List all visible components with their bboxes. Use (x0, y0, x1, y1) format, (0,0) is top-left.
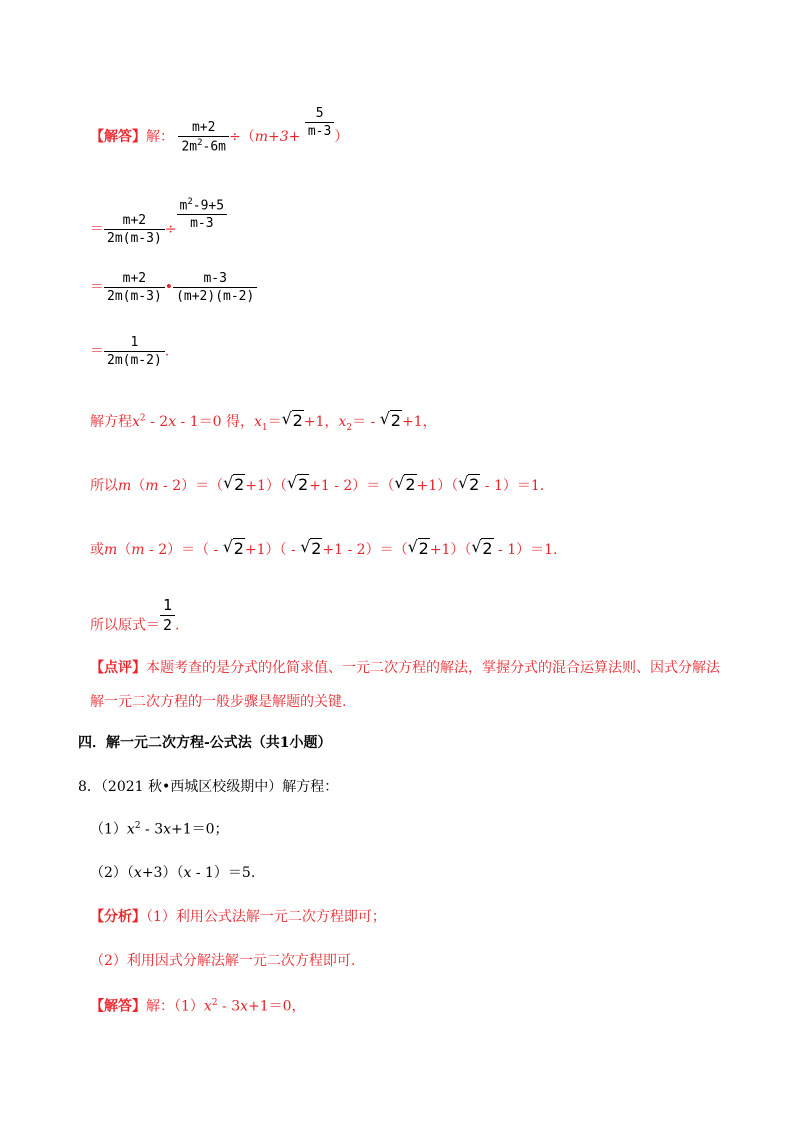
text: （ (117, 542, 132, 558)
radical-icon: √ (300, 537, 311, 556)
period: . (175, 617, 180, 634)
text: - 1）＝1. (493, 542, 558, 558)
text: 解方程 (90, 414, 132, 430)
solve-prefix: 解： (146, 129, 174, 145)
text: - 3 (217, 998, 241, 1015)
text: +1）（ (429, 542, 472, 558)
numerator: m-3 (173, 272, 257, 288)
numerator: 5 (305, 107, 334, 123)
radicand: 2 (469, 475, 480, 494)
term: m+3+ (254, 129, 301, 145)
text: +3）（ (141, 865, 184, 881)
sqrt (281, 409, 304, 430)
var-x: x (183, 865, 192, 881)
exponent: 2 (211, 998, 218, 1008)
var-m: m (131, 542, 145, 558)
sqrt (379, 409, 402, 430)
var-m: m (118, 478, 132, 494)
answer-label: 【解答】 (90, 129, 146, 145)
analysis-text: （1）利用公式法解一元二次方程即可； (146, 909, 386, 925)
sqrt (407, 537, 430, 558)
numerator: 1 (160, 598, 175, 616)
text: +1， (303, 414, 339, 430)
analysis-text: （2）利用因式分解法解一元二次方程即可. (90, 953, 356, 969)
denominator: 2m(m-3) (107, 289, 162, 304)
exponent: 2 (139, 413, 146, 424)
radical-icon: √ (223, 473, 234, 492)
subscript: 2 (346, 422, 353, 433)
comment-text: 本题考查的是分式的化简求值、一元二次方程的解法，掌握分式的混合运算法则、因式分解法 (146, 660, 720, 676)
text: - 1）＝5. (191, 865, 256, 881)
sqrt (394, 473, 416, 494)
solution-step-2 (90, 198, 227, 245)
question-part-2 (90, 866, 255, 880)
question-8 (78, 780, 338, 794)
text: 解：（1） (146, 998, 204, 1015)
radicand: 2 (418, 539, 429, 558)
question-number: 8． (78, 779, 101, 795)
sqrt (471, 537, 493, 558)
or-line (90, 537, 558, 558)
var-m: m (145, 478, 159, 494)
text: ＝ (267, 414, 282, 430)
comment-text: 解一元二次方程的一般步骤是解题的关键. (90, 694, 347, 710)
numerator: $m^2-9+5$ (177, 198, 228, 215)
subscript: 1 (261, 422, 268, 433)
paren: （ (240, 129, 255, 145)
text: 所以原式＝ (90, 617, 160, 634)
denominator: 2m(m-3) (107, 230, 162, 246)
denominator: 2 (163, 616, 173, 634)
solution-step-3 (90, 272, 257, 303)
sqrt (223, 473, 245, 494)
text: +1）（ (245, 478, 287, 494)
text: +1 - 2）＝（ (309, 478, 395, 494)
var-x: x (168, 414, 177, 430)
radicand: 2 (292, 411, 303, 430)
text: +1 - 2）＝（ (322, 542, 408, 558)
sqrt (458, 473, 480, 494)
question-part-1 (90, 822, 229, 837)
denominator: 2m(m-2) (107, 353, 162, 368)
radical-icon: √ (471, 537, 482, 556)
var-x: x (133, 865, 142, 881)
text: ＝ - (352, 414, 380, 430)
fraction (178, 121, 229, 153)
text: - 2）＝（ - (144, 542, 223, 558)
paren: ） (334, 129, 349, 145)
text: +1＝0， (248, 998, 306, 1015)
text: - 2 (145, 414, 169, 430)
numerator: m+2 (178, 121, 229, 137)
analysis-line-1 (90, 910, 386, 924)
text: +1）（ - (244, 542, 301, 558)
radicand: 2 (311, 539, 322, 558)
text: 所以 (90, 478, 118, 494)
fraction (160, 598, 175, 633)
text: +1）（ (416, 478, 459, 494)
divide-sign: ÷ (229, 129, 241, 145)
analysis-label: 【分析】 (90, 909, 146, 925)
text: （2）（ (90, 865, 134, 881)
radical-icon: √ (458, 473, 469, 492)
sqrt (286, 473, 309, 494)
sqrt (222, 537, 245, 558)
comment-line-2 (90, 695, 346, 709)
fraction (305, 107, 334, 138)
text: - 1＝0 得， (176, 414, 254, 430)
var-x: x (338, 414, 347, 430)
question-text: （2021 秋•西城区校级期中）解方程： (100, 779, 339, 795)
so-line-1 (90, 473, 545, 494)
denominator: (m+2)(m-2) (176, 289, 255, 304)
radicand: 2 (482, 539, 493, 558)
analysis-line-2 (90, 954, 355, 968)
numerator: m+2 (104, 214, 165, 230)
var-x: x (203, 998, 212, 1015)
var-x: x (126, 821, 135, 838)
text: （ (131, 478, 146, 494)
equals-sign: ＝ (90, 221, 104, 238)
var-x: x (254, 414, 262, 430)
var-x: x (240, 998, 249, 1015)
fraction (177, 198, 228, 230)
radical-icon: √ (286, 473, 298, 492)
radical-icon: √ (394, 473, 405, 492)
solution-step-1 (90, 107, 348, 153)
text: +1， (401, 414, 437, 430)
period: . (164, 343, 170, 360)
radicand: 2 (297, 475, 309, 494)
answer-line (90, 999, 306, 1014)
radical-icon: √ (281, 409, 292, 428)
text: 或 (90, 542, 104, 558)
solution-step-4 (90, 336, 169, 367)
radicand: 2 (390, 411, 401, 430)
radicand: 2 (405, 475, 416, 494)
radical-icon: √ (222, 537, 233, 556)
exponent: 2 (134, 821, 141, 831)
var-x: x (132, 414, 140, 430)
multiply-dot: • (164, 279, 174, 296)
radical-icon: √ (407, 537, 418, 556)
sqrt (300, 537, 322, 558)
equals-sign: ＝ (90, 343, 104, 360)
fraction (104, 272, 165, 303)
text: +1＝0； (171, 821, 229, 838)
var-x: x (163, 821, 172, 838)
denominator: m-3 (307, 124, 332, 139)
radical-icon: √ (379, 409, 390, 428)
numerator: m+2 (104, 272, 165, 288)
radicand: 2 (234, 475, 245, 494)
fraction (104, 214, 165, 245)
equals-sign: ＝ (90, 279, 104, 296)
so-line-2 (90, 598, 179, 633)
section-title: 四．解一元二次方程-公式法（共1小题） (78, 735, 332, 751)
fraction (173, 272, 257, 303)
denominator: m-3 (190, 216, 214, 232)
numerator: 1 (104, 336, 165, 352)
radicand: 2 (233, 539, 244, 558)
answer-label: 【解答】 (90, 998, 146, 1015)
divide-sign: ÷ (164, 221, 177, 238)
denominator: $2m^2-6m$ (181, 137, 227, 155)
text: - 1）＝1. (480, 478, 545, 494)
text: - 3 (140, 821, 164, 838)
text: - 2）＝（ (158, 478, 224, 494)
fraction (104, 336, 165, 367)
comment-line-1 (90, 661, 720, 675)
comment-label: 【点评】 (90, 660, 146, 676)
text: （1） (90, 821, 127, 838)
var-m: m (104, 542, 118, 558)
solve-equation-line (90, 409, 437, 433)
